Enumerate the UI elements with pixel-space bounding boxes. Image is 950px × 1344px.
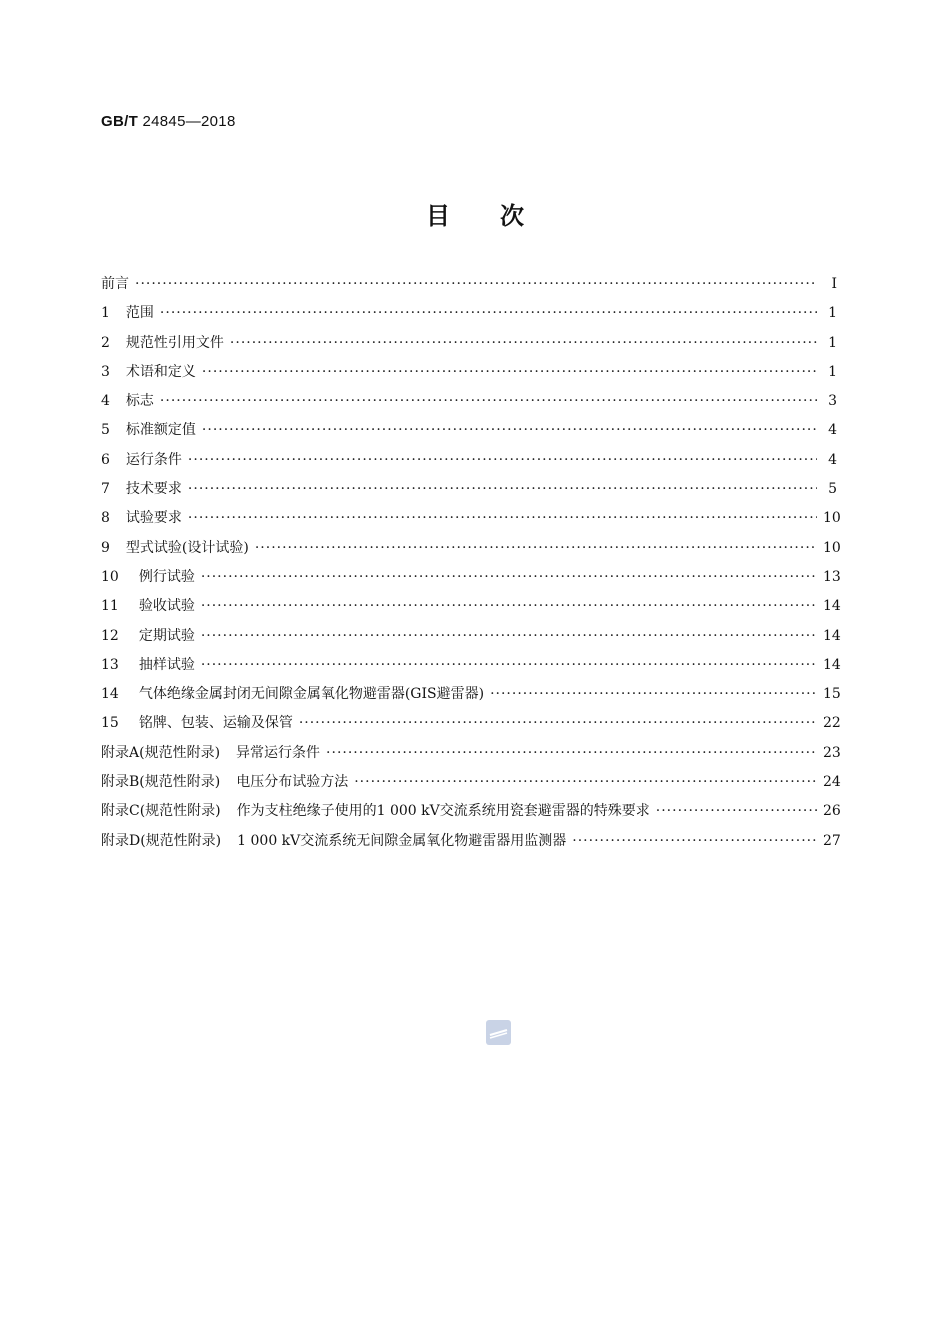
toc-entry-page: 14 — [823, 627, 841, 644]
toc-entry[interactable] — [101, 329, 837, 358]
toc-entry[interactable] — [101, 504, 841, 533]
toc-entry-page: 3 — [828, 393, 837, 410]
toc-leader-dots — [188, 475, 817, 504]
toc-entry-number: 附录C(规范性附录) — [101, 803, 221, 820]
toc-entry-page: 4 — [828, 451, 837, 468]
toc-leader-dots — [202, 416, 817, 445]
toc-entry[interactable] — [101, 797, 841, 826]
standard-code — [101, 113, 236, 130]
toc-entry[interactable] — [101, 534, 841, 563]
toc-leader-dots — [188, 504, 817, 533]
toc-entry-number: 14 — [101, 686, 119, 703]
toc-entry-label: 规范性引用文件 — [125, 334, 224, 351]
toc-leader-dots — [201, 622, 817, 651]
toc-entry-number: 附录B(规范性附录) — [101, 774, 221, 791]
toc-entry-number: 9 — [101, 539, 110, 556]
toc-entry-label: 标准额定值 — [125, 422, 196, 439]
toc-entry-number: 附录A(规范性附录) — [101, 744, 221, 761]
toc-entry-number: 附录D(规范性附录) — [101, 832, 222, 849]
toc-entry[interactable] — [101, 270, 837, 299]
toc-leader-dots — [188, 446, 817, 475]
toc-entry-label: 验收试验 — [138, 598, 195, 615]
toc-entry-label: 标志 — [125, 393, 154, 410]
toc-entry-number: 8 — [101, 510, 110, 527]
toc-entry[interactable] — [101, 768, 841, 797]
toc-leader-dots — [490, 680, 817, 709]
toc-entry-label: 异常运行条件 — [236, 744, 321, 761]
toc-entry-label: 例行试验 — [138, 568, 195, 585]
toc-entry[interactable] — [101, 387, 837, 416]
toc-entry-page: 23 — [823, 744, 841, 761]
toc-entry-label: 前言 — [101, 276, 129, 292]
toc-entry-number: 6 — [101, 451, 110, 468]
toc-entry-page: 14 — [823, 598, 841, 615]
toc-entry-page: 15 — [823, 686, 841, 703]
toc-leader-dots — [572, 827, 817, 856]
toc-entry-page: 22 — [823, 715, 841, 732]
toc-entry-label: 抽样试验 — [138, 656, 195, 673]
toc-entry-label: 铭牌、包装、运输及保管 — [138, 715, 293, 732]
toc-entry[interactable] — [101, 680, 841, 709]
standard-number: 24845—2018 — [142, 113, 236, 130]
toc-entry-page: 24 — [823, 774, 841, 791]
toc-entry-number: 4 — [101, 393, 110, 410]
toc-entry-page: 27 — [823, 832, 841, 849]
toc-leader-dots — [201, 563, 817, 592]
toc-entry-page: Ⅰ — [831, 276, 837, 292]
toc-entry-label: 1 000 kV交流系统无间隙金属氧化物避雷器用监测器 — [237, 832, 567, 849]
toc-entry-number: 3 — [101, 363, 110, 380]
toc-entry-number: 11 — [101, 598, 119, 615]
toc-entry[interactable] — [101, 299, 837, 328]
toc-entry-label: 型式试验(设计试验) — [125, 539, 249, 556]
toc-entry-page: 10 — [823, 539, 841, 556]
toc-entry-page: 4 — [828, 422, 837, 439]
toc-entry[interactable] — [101, 651, 841, 680]
standard-prefix: GB/T — [101, 113, 139, 130]
toc-leader-dots — [230, 329, 817, 358]
toc-entry-page: 13 — [823, 568, 841, 585]
toc-entry[interactable] — [101, 475, 837, 504]
toc-entry-number: 5 — [101, 422, 110, 439]
toc-entry[interactable] — [101, 622, 841, 651]
toc-entry-page: 10 — [823, 510, 841, 527]
toc-entry-number: 13 — [101, 656, 119, 673]
toc-leader-dots — [135, 270, 817, 299]
toc-entry-label: 电压分布试验方法 — [236, 774, 349, 791]
toc-leader-dots — [160, 387, 817, 416]
toc-leader-dots — [656, 797, 817, 826]
toc-entry[interactable] — [101, 416, 837, 445]
toc-leader-dots — [326, 739, 817, 768]
toc-entry-label: 范围 — [125, 305, 154, 322]
toc-leader-dots — [255, 534, 817, 563]
toc-leader-dots — [201, 651, 817, 680]
toc-entry[interactable] — [101, 358, 837, 387]
toc-entry-label: 术语和定义 — [125, 363, 196, 380]
toc-leader-dots — [160, 299, 817, 328]
toc-leader-dots — [354, 768, 817, 797]
toc-entry[interactable] — [101, 739, 841, 768]
toc-entry[interactable] — [101, 563, 841, 592]
toc-leader-dots — [299, 709, 817, 738]
toc-entry-number: 1 — [101, 305, 110, 322]
toc-entry-page: 1 — [828, 305, 837, 322]
toc-entry-label: 气体绝缘金属封闭无间隙金属氧化物避雷器(GIS避雷器) — [138, 686, 485, 703]
toc-entry-number: 10 — [101, 568, 119, 585]
toc-entry-page: 14 — [823, 656, 841, 673]
toc-entry[interactable] — [101, 446, 837, 475]
toc-entry-number: 15 — [101, 715, 119, 732]
toc-leader-dots — [201, 592, 817, 621]
toc-entry[interactable] — [101, 709, 841, 738]
toc-entry-page: 26 — [823, 803, 841, 820]
toc-leader-dots — [202, 358, 817, 387]
toc-entry[interactable] — [101, 592, 841, 621]
toc-entry-label: 试验要求 — [125, 510, 182, 527]
toc-entry-number: 7 — [101, 481, 110, 498]
toc-entry-label: 技术要求 — [125, 481, 182, 498]
toc-entry-page: 5 — [828, 481, 837, 498]
toc-entry-label: 运行条件 — [125, 451, 182, 468]
toc-entry-number: 2 — [101, 334, 110, 351]
toc-entry-label: 作为支柱绝缘子使用的1 000 kV交流系统用瓷套避雷器的特殊要求 — [236, 803, 650, 820]
toc-entry-label: 定期试验 — [138, 627, 195, 644]
sac-logo-icon — [486, 1020, 511, 1045]
toc-entry-number: 12 — [101, 627, 119, 644]
toc-entry-page: 1 — [828, 334, 837, 351]
toc-entry[interactable] — [101, 827, 841, 856]
toc-title: 目次 — [426, 202, 574, 230]
table-of-contents — [101, 270, 841, 856]
toc-entry-page: 1 — [828, 363, 837, 380]
